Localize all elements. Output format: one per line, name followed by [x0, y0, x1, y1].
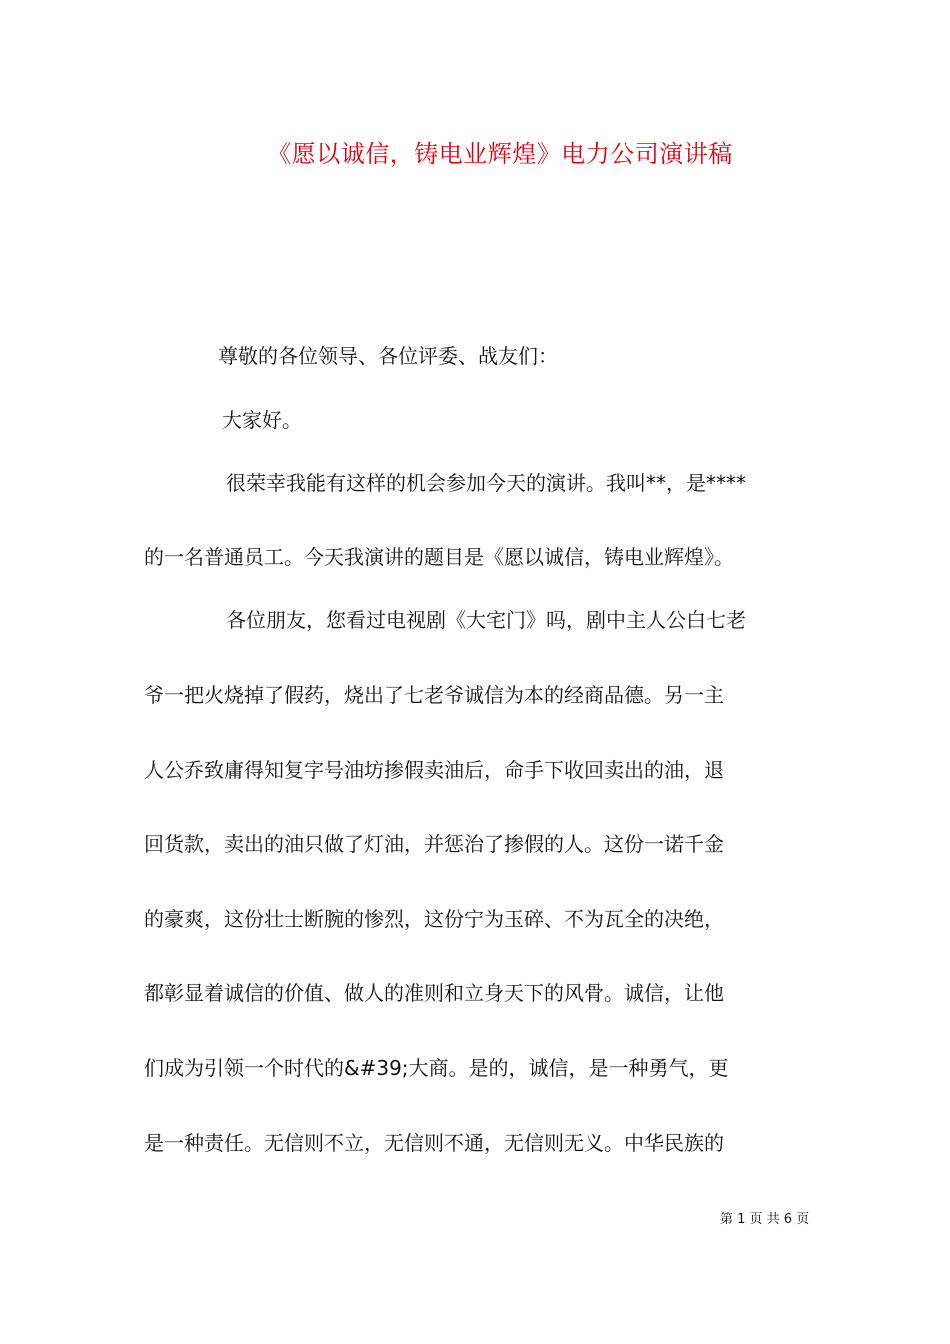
- document-title: 《愿以诚信，铸电业辉煌》电力公司演讲稿: [267, 140, 733, 168]
- body-line: 回货款，卖出的油只做了灯油，并惩治了掺假的人。这份一诺千金: [144, 832, 724, 856]
- hello-line: 大家好。: [222, 408, 302, 432]
- body-line: 的一名普通员工。今天我演讲的题目是《愿以诚信，铸电业辉煌》。: [144, 545, 734, 569]
- body-line: 爷一把火烧掉了假药，烧出了七老爷诚信为本的经商品德。另一主: [144, 683, 724, 707]
- greeting-line: 尊敬的各位领导、各位评委、战友们：: [218, 344, 558, 368]
- body-line: 很荣幸我能有这样的机会参加今天的演讲。我叫**，是****: [226, 471, 746, 495]
- body-line: 人公乔致庸得知复字号油坊掺假卖油后，命手下收回卖出的油，退: [144, 758, 724, 782]
- body-line: 是一种责任。无信则不立，无信则不通，无信则无义。中华民族的: [144, 1131, 724, 1155]
- body-line: 的豪爽，这份壮士断腕的惨烈，这份宁为玉碎、不为瓦全的决绝，: [144, 907, 724, 931]
- body-line: 各位朋友，您看过电视剧《大宅门》吗，剧中主人公白七老: [226, 608, 746, 632]
- page-footer: 第 1 页 共 6 页: [720, 1212, 810, 1227]
- body-line: 都彰显着诚信的价值、做人的准则和立身天下的风骨。诚信，让他: [144, 981, 724, 1005]
- body-line: 们成为引领一个时代的&#39;大商。是的，诚信，是一种勇气，更: [144, 1056, 729, 1080]
